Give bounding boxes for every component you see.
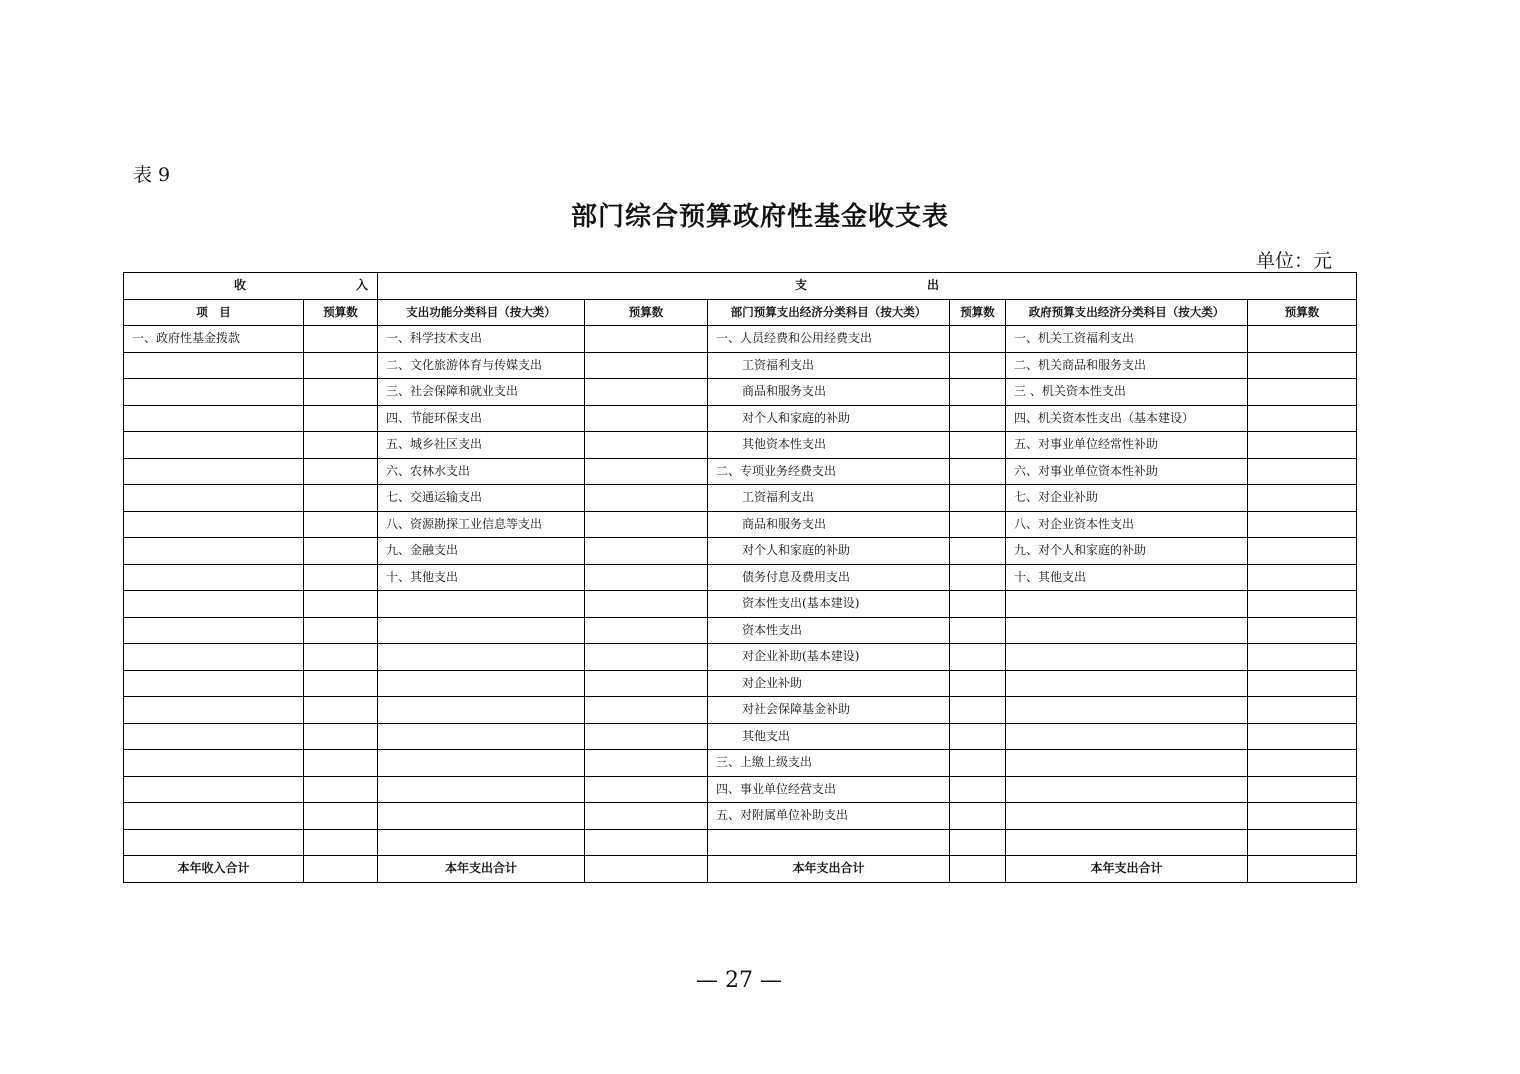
budget-table xyxy=(123,272,1357,883)
dept-amount-cell xyxy=(950,697,1006,724)
func-class-cell xyxy=(378,591,585,618)
func-amount-cell xyxy=(585,352,708,379)
gov-amount-cell xyxy=(1248,564,1357,591)
func-class-cell: 十、其他支出 xyxy=(378,564,585,591)
gov-amount-cell xyxy=(1248,405,1357,432)
func-amount-cell xyxy=(585,750,708,777)
func-class-header: 支出功能分类科目（按大类） xyxy=(378,299,585,326)
dept-econ-cell: 商品和服务支出 xyxy=(708,511,950,538)
dept-econ-cell: 对个人和家庭的补助 xyxy=(708,538,950,565)
table-row xyxy=(124,405,1357,432)
func-total-label: 本年支出合计 xyxy=(378,856,585,883)
income-item-cell xyxy=(124,723,304,750)
table-row xyxy=(124,432,1357,459)
income-item-cell xyxy=(124,697,304,724)
income-item-cell xyxy=(124,803,304,830)
income-amount-cell xyxy=(304,326,378,353)
income-item-cell xyxy=(124,511,304,538)
table-row xyxy=(124,803,1357,830)
table-row xyxy=(124,750,1357,777)
dept-amount-cell xyxy=(950,829,1006,856)
income-item-cell xyxy=(124,538,304,565)
income-amount-cell xyxy=(304,538,378,565)
income-amount-header: 预算数 xyxy=(304,299,378,326)
dept-amount-cell xyxy=(950,644,1006,671)
income-item-cell xyxy=(124,829,304,856)
dept-econ-cell: 资本性支出(基本建设) xyxy=(708,591,950,618)
table-row xyxy=(124,458,1357,485)
gov-econ-cell: 九、对个人和家庭的补助 xyxy=(1006,538,1248,565)
gov-amount-cell xyxy=(1248,697,1357,724)
func-amount-cell xyxy=(585,644,708,671)
gov-amount-cell xyxy=(1248,458,1357,485)
income-item-cell xyxy=(124,352,304,379)
gov-total-label: 本年支出合计 xyxy=(1006,856,1248,883)
income-item-cell: 一、政府性基金拨款 xyxy=(124,326,304,353)
table-row xyxy=(124,697,1357,724)
gov-econ-cell xyxy=(1006,591,1248,618)
gov-total-value xyxy=(1248,856,1357,883)
gov-econ-cell: 十、其他支出 xyxy=(1006,564,1248,591)
dept-econ-cell: 资本性支出 xyxy=(708,617,950,644)
income-amount-cell xyxy=(304,485,378,512)
func-class-cell xyxy=(378,670,585,697)
dept-econ-cell: 对企业补助(基本建设) xyxy=(708,644,950,671)
func-amount-cell xyxy=(585,803,708,830)
income-item-cell xyxy=(124,379,304,406)
dept-econ-cell: 其他支出 xyxy=(708,723,950,750)
income-amount-cell xyxy=(304,829,378,856)
income-item-header: 项 目 xyxy=(124,299,304,326)
income-amount-cell xyxy=(304,670,378,697)
income-item-cell xyxy=(124,776,304,803)
dept-amount-cell xyxy=(950,750,1006,777)
func-class-cell xyxy=(378,750,585,777)
gov-econ-cell: 五、对事业单位经常性补助 xyxy=(1006,432,1248,459)
func-class-cell xyxy=(378,723,585,750)
func-class-cell xyxy=(378,776,585,803)
unit-label: 单位：元 xyxy=(1256,250,1333,272)
gov-amount-cell xyxy=(1248,538,1357,565)
table-row xyxy=(124,591,1357,618)
dept-econ-cell: 其他资本性支出 xyxy=(708,432,950,459)
dept-amount-cell xyxy=(950,432,1006,459)
table-label: 表 9 xyxy=(133,164,171,186)
dept-econ-header: 部门预算支出经济分类科目（按大类） xyxy=(708,299,950,326)
income-item-cell xyxy=(124,670,304,697)
dept-amount-cell xyxy=(950,723,1006,750)
gov-amount-cell xyxy=(1248,750,1357,777)
income-group-header: 收入 xyxy=(124,273,378,300)
column-header-row xyxy=(124,299,1357,326)
dept-econ-cell: 工资福利支出 xyxy=(708,485,950,512)
gov-amount-cell xyxy=(1248,617,1357,644)
table-row xyxy=(124,617,1357,644)
func-amount-cell xyxy=(585,485,708,512)
func-amount-cell xyxy=(585,564,708,591)
gov-amount-cell xyxy=(1248,379,1357,406)
func-amount-cell xyxy=(585,326,708,353)
dept-amount-cell xyxy=(950,405,1006,432)
table-row xyxy=(124,379,1357,406)
gov-amount-cell xyxy=(1248,803,1357,830)
gov-econ-cell xyxy=(1006,829,1248,856)
income-amount-cell xyxy=(304,644,378,671)
page-title: 部门综合预算政府性基金收支表 xyxy=(570,202,949,232)
income-amount-cell xyxy=(304,776,378,803)
gov-amount-cell xyxy=(1248,644,1357,671)
income-amount-cell xyxy=(304,697,378,724)
func-total-value xyxy=(585,856,708,883)
table-row xyxy=(124,326,1357,353)
table-row xyxy=(124,723,1357,750)
func-amount-cell xyxy=(585,697,708,724)
gov-econ-cell xyxy=(1006,803,1248,830)
dept-econ-cell: 对个人和家庭的补助 xyxy=(708,405,950,432)
dept-econ-cell: 债务付息及费用支出 xyxy=(708,564,950,591)
func-class-cell: 二、文化旅游体育与传媒支出 xyxy=(378,352,585,379)
dept-amount-cell xyxy=(950,538,1006,565)
gov-econ-header: 政府预算支出经济分类科目（按大类） xyxy=(1006,299,1248,326)
dept-amount-cell xyxy=(950,511,1006,538)
dept-total-value xyxy=(950,856,1006,883)
table-row xyxy=(124,776,1357,803)
gov-econ-cell: 一、机关工资福利支出 xyxy=(1006,326,1248,353)
income-item-cell xyxy=(124,432,304,459)
gov-econ-cell: 六、对事业单位资本性补助 xyxy=(1006,458,1248,485)
func-amount-cell xyxy=(585,617,708,644)
dept-amount-cell xyxy=(950,617,1006,644)
group-header-row xyxy=(124,273,1357,300)
dept-total-label: 本年支出合计 xyxy=(708,856,950,883)
income-total-value xyxy=(304,856,378,883)
table-row xyxy=(124,352,1357,379)
dept-econ-cell: 商品和服务支出 xyxy=(708,379,950,406)
func-class-cell: 六、农林水支出 xyxy=(378,458,585,485)
dept-econ-cell: 工资福利支出 xyxy=(708,352,950,379)
table-row xyxy=(124,564,1357,591)
func-amount-cell xyxy=(585,432,708,459)
income-amount-cell xyxy=(304,564,378,591)
gov-econ-cell: 三 、机关资本性支出 xyxy=(1006,379,1248,406)
gov-econ-cell: 二、机关商品和服务支出 xyxy=(1006,352,1248,379)
func-class-cell xyxy=(378,644,585,671)
dept-amount-cell xyxy=(950,485,1006,512)
dept-econ-cell: 五、对附属单位补助支出 xyxy=(708,803,950,830)
gov-econ-cell xyxy=(1006,644,1248,671)
gov-amount-cell xyxy=(1248,432,1357,459)
income-item-cell xyxy=(124,458,304,485)
gov-amount-cell xyxy=(1248,326,1357,353)
table-row xyxy=(124,644,1357,671)
gov-amount-cell xyxy=(1248,591,1357,618)
func-amount-cell xyxy=(585,776,708,803)
dept-econ-cell: 四、事业单位经营支出 xyxy=(708,776,950,803)
income-amount-cell xyxy=(304,591,378,618)
income-item-cell xyxy=(124,644,304,671)
income-amount-cell xyxy=(304,352,378,379)
gov-econ-cell xyxy=(1006,617,1248,644)
func-amount-cell xyxy=(585,670,708,697)
gov-econ-cell: 四、机关资本性支出（基本建设） xyxy=(1006,405,1248,432)
gov-econ-cell xyxy=(1006,776,1248,803)
gov-econ-cell: 八、对企业资本性支出 xyxy=(1006,511,1248,538)
income-total-label: 本年收入合计 xyxy=(124,856,304,883)
income-item-cell xyxy=(124,405,304,432)
dept-econ-cell: 二、专项业务经费支出 xyxy=(708,458,950,485)
table-row xyxy=(124,538,1357,565)
dept-amount-cell xyxy=(950,776,1006,803)
dept-econ-cell: 三、上缴上级支出 xyxy=(708,750,950,777)
func-amount-cell xyxy=(585,405,708,432)
income-amount-cell xyxy=(304,379,378,406)
gov-econ-cell xyxy=(1006,723,1248,750)
income-amount-cell xyxy=(304,432,378,459)
gov-econ-cell xyxy=(1006,670,1248,697)
income-item-cell xyxy=(124,485,304,512)
gov-econ-cell xyxy=(1006,750,1248,777)
func-amount-cell xyxy=(585,829,708,856)
income-amount-cell xyxy=(304,723,378,750)
dept-amount-cell xyxy=(950,564,1006,591)
income-item-cell xyxy=(124,591,304,618)
dept-amount-cell xyxy=(950,379,1006,406)
func-amount-cell xyxy=(585,723,708,750)
dept-amount-cell xyxy=(950,670,1006,697)
func-amount-header: 预算数 xyxy=(585,299,708,326)
income-amount-cell xyxy=(304,803,378,830)
income-amount-cell xyxy=(304,511,378,538)
func-class-cell xyxy=(378,617,585,644)
income-item-cell xyxy=(124,564,304,591)
func-class-cell: 八、资源勘探工业信息等支出 xyxy=(378,511,585,538)
total-row xyxy=(124,856,1357,883)
dept-amount-cell xyxy=(950,803,1006,830)
gov-econ-cell: 七、对企业补助 xyxy=(1006,485,1248,512)
income-amount-cell xyxy=(304,750,378,777)
table-row xyxy=(124,485,1357,512)
income-amount-cell xyxy=(304,405,378,432)
func-class-cell: 九、金融支出 xyxy=(378,538,585,565)
page-number: — 27 — xyxy=(696,968,782,993)
func-class-cell xyxy=(378,803,585,830)
table-row xyxy=(124,670,1357,697)
dept-amount-cell xyxy=(950,458,1006,485)
dept-econ-cell: 一、人员经费和公用经费支出 xyxy=(708,326,950,353)
func-amount-cell xyxy=(585,458,708,485)
table-row xyxy=(124,511,1357,538)
func-class-cell: 三、社会保障和就业支出 xyxy=(378,379,585,406)
func-class-cell xyxy=(378,697,585,724)
gov-amount-cell xyxy=(1248,485,1357,512)
income-item-cell xyxy=(124,750,304,777)
func-class-cell: 一、科学技术支出 xyxy=(378,326,585,353)
gov-amount-header: 预算数 xyxy=(1248,299,1357,326)
func-class-cell: 七、交通运输支出 xyxy=(378,485,585,512)
func-class-cell: 五、城乡社区支出 xyxy=(378,432,585,459)
func-class-cell xyxy=(378,829,585,856)
table-row xyxy=(124,829,1357,856)
gov-amount-cell xyxy=(1248,723,1357,750)
dept-econ-cell: 对企业补助 xyxy=(708,670,950,697)
income-amount-cell xyxy=(304,617,378,644)
gov-amount-cell xyxy=(1248,670,1357,697)
expense-group-header: 支出 xyxy=(378,273,1357,300)
func-amount-cell xyxy=(585,379,708,406)
gov-amount-cell xyxy=(1248,511,1357,538)
income-amount-cell xyxy=(304,458,378,485)
income-item-cell xyxy=(124,617,304,644)
dept-amount-cell xyxy=(950,326,1006,353)
dept-amount-header: 预算数 xyxy=(950,299,1006,326)
gov-amount-cell xyxy=(1248,352,1357,379)
func-amount-cell xyxy=(585,511,708,538)
dept-amount-cell xyxy=(950,591,1006,618)
dept-amount-cell xyxy=(950,352,1006,379)
gov-econ-cell xyxy=(1006,697,1248,724)
func-amount-cell xyxy=(585,591,708,618)
func-class-cell: 四、节能环保支出 xyxy=(378,405,585,432)
gov-amount-cell xyxy=(1248,776,1357,803)
gov-amount-cell xyxy=(1248,829,1357,856)
func-amount-cell xyxy=(585,538,708,565)
dept-econ-cell: 对社会保障基金补助 xyxy=(708,697,950,724)
dept-econ-cell xyxy=(708,829,950,856)
